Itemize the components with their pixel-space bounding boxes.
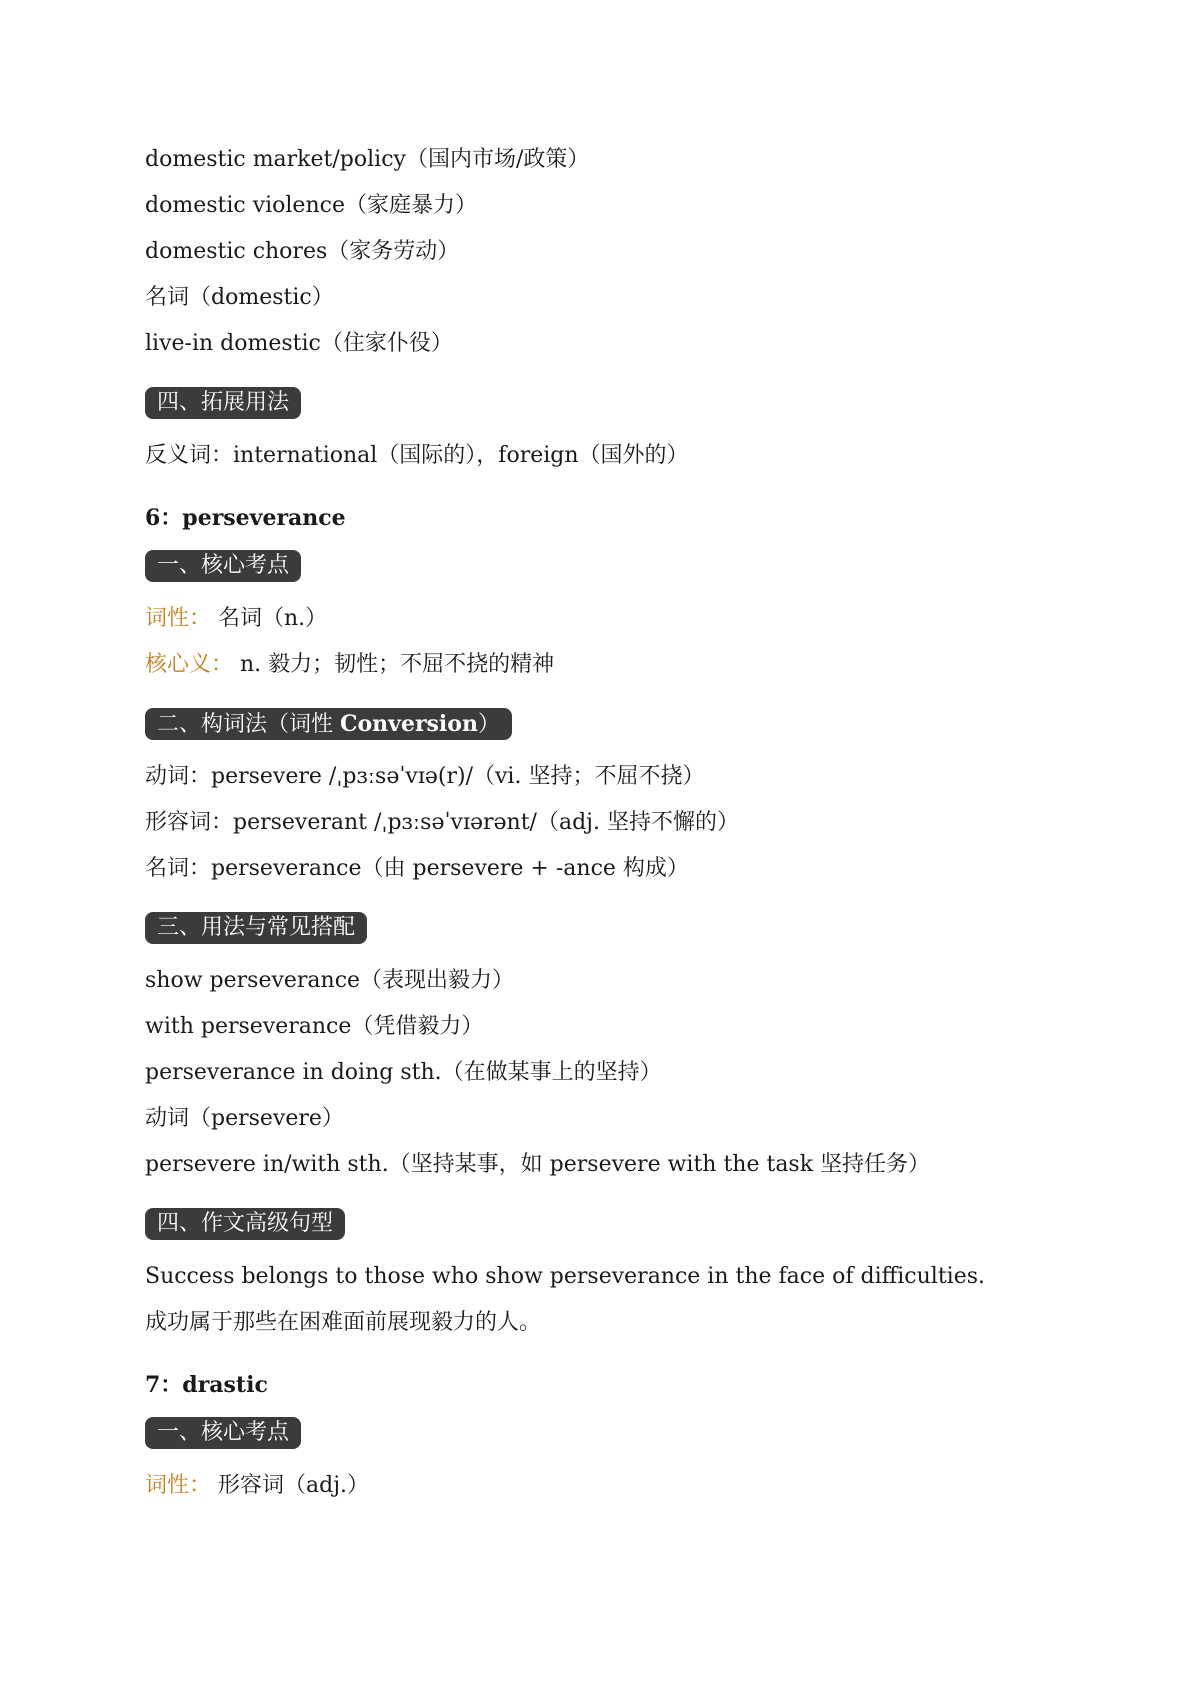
- part-of-speech-value: 形容词（adj.）: [218, 1473, 370, 1498]
- collocation-line: 名词（domestic）: [145, 285, 334, 310]
- section-badge-extended-usage: 四、拓展用法: [145, 387, 301, 419]
- section-badge-word-formation: 二、构词法（词性 Conversion）: [145, 708, 512, 740]
- usage-line: 动词（persevere）: [145, 1106, 344, 1131]
- section-badge-core-points: 一、核心考点: [145, 1417, 301, 1449]
- collocation-line: domestic chores（家务劳动）: [145, 239, 460, 264]
- example-sentence-zh: 成功属于那些在困难面前展现毅力的人。: [145, 1310, 542, 1335]
- formation-line: 形容词：perseverant /ˌpɜːsəˈvɪərənt/（adj. 坚持不懈的）: [145, 810, 739, 835]
- core-meaning-label: 核心义：: [145, 652, 234, 677]
- word-heading: 6：perseverance: [145, 505, 346, 531]
- section-badge-core-points: 一、核心考点: [145, 550, 301, 582]
- usage-line: perseverance in doing sth.（在做某事上的坚持）: [145, 1060, 662, 1085]
- part-of-speech-label: 词性：: [145, 606, 212, 631]
- section-badge-advanced-sentence: 四、作文高级句型: [145, 1208, 345, 1240]
- collocation-line: domestic violence（家庭暴力）: [145, 193, 477, 218]
- part-of-speech-label: 词性：: [145, 1473, 212, 1498]
- antonym-line: 反义词：international（国际的），foreign（国外的）: [145, 443, 689, 468]
- usage-line: with perseverance（凭借毅力）: [145, 1014, 484, 1039]
- example-sentence-en: Success belongs to those who show perseverance in the face of difficulties.: [145, 1264, 985, 1289]
- section-badge-usage: 三、用法与常见搭配: [145, 912, 367, 944]
- core-meaning-line: [145, 650, 554, 680]
- part-of-speech-line: [145, 1471, 369, 1501]
- part-of-speech-line: [145, 604, 327, 634]
- collocation-line: live-in domestic（住家仆役）: [145, 331, 453, 356]
- core-meaning-value: n. 毅力；韧性；不屈不挠的精神: [240, 652, 555, 677]
- usage-line: persevere in/with sth.（坚持某事，如 persevere with the task 坚持任务）: [145, 1152, 931, 1177]
- part-of-speech-value: 名词（n.）: [218, 606, 328, 631]
- usage-line: show perseverance（表现出毅力）: [145, 968, 515, 993]
- formation-line: 名词：perseverance（由 persevere + -ance 构成）: [145, 856, 689, 881]
- collocation-line: domestic market/policy（国内市场/政策）: [145, 147, 590, 172]
- formation-line: 动词：persevere /ˌpɜːsəˈvɪə(r)/（vi. 坚持；不屈不挠）: [145, 764, 705, 789]
- word-heading: 7：drastic: [145, 1372, 268, 1398]
